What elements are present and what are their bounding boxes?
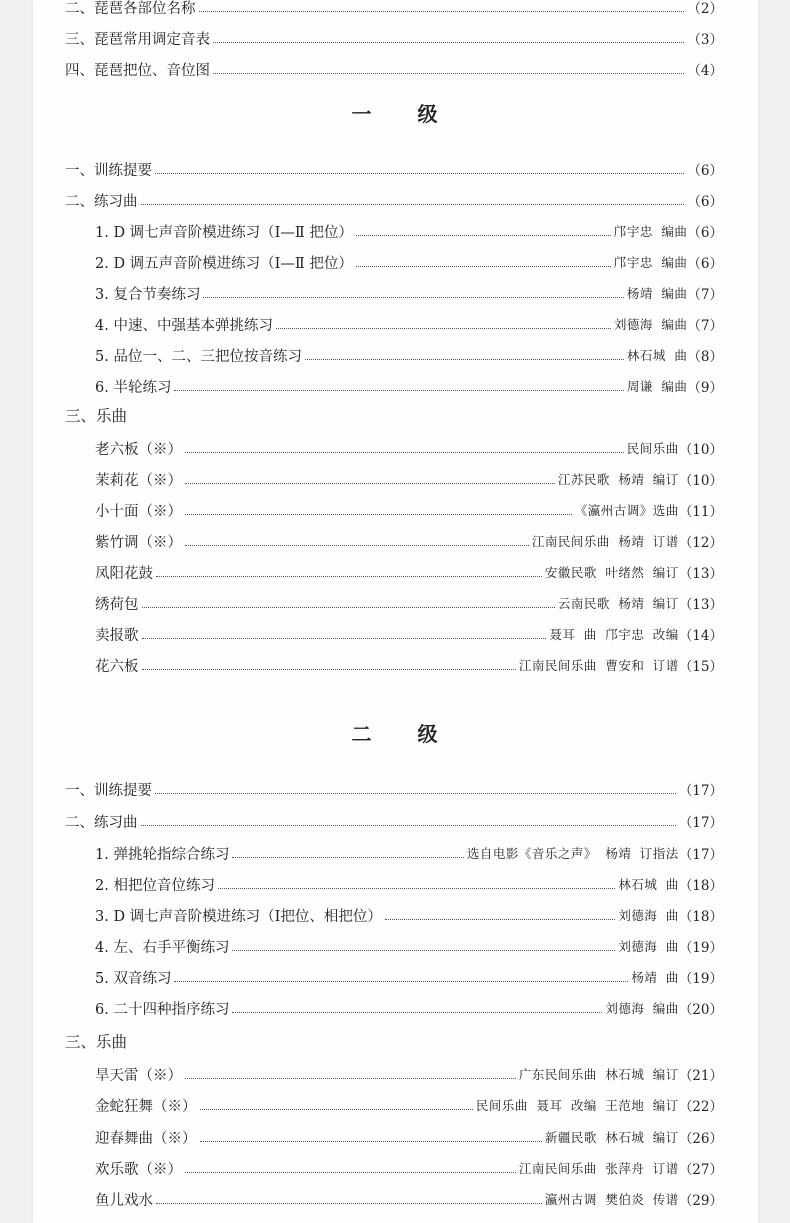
entry-credit: 新疆民歌 林石城 编订 <box>544 1130 679 1145</box>
leader-dots <box>218 888 615 889</box>
entry-credit: 瀛州古调 樊伯炎 传谱 <box>544 1192 679 1207</box>
entry-title: 二、练习曲 <box>65 814 138 831</box>
leader-dots <box>232 950 615 951</box>
entry-page-number: （2） <box>687 1 723 17</box>
entry-title: 3. 复合节奏练习 <box>95 286 201 303</box>
entry-credit: 聂耳 曲 邝宇忠 改编 <box>549 627 679 642</box>
leader-dots <box>156 576 542 577</box>
entry-page-number: （18） <box>678 909 723 925</box>
entry-credit: 林石城 曲 <box>626 348 688 363</box>
toc-entry-exercise[interactable] <box>95 873 723 895</box>
leader-dots <box>276 328 611 329</box>
entry-credit: 刘德海 编曲 <box>613 317 688 332</box>
entry-title: 绣荷包 <box>95 596 139 613</box>
entry-title: 5. 双音练习 <box>95 970 172 987</box>
entry-title: 花六板 <box>95 658 139 675</box>
toc-entry-piece[interactable] <box>95 530 723 552</box>
toc-entry-piece[interactable] <box>95 654 723 676</box>
entry-title: 迎春舞曲（※） <box>95 1130 197 1147</box>
entry-page-number: （10） <box>678 473 723 489</box>
entry-title: 6. 二十四种指序练习 <box>95 1001 230 1018</box>
entry-page-number: （21） <box>678 1068 723 1084</box>
entry-page-number: （26） <box>678 1131 723 1147</box>
entry-title: 2. 相把位音位练习 <box>95 877 215 894</box>
entry-credit: 江苏民歌 杨靖 编订 <box>557 472 679 487</box>
entry-credit: 江南民间乐曲 杨靖 订谱 <box>531 534 679 549</box>
entry-page-number: （7） <box>687 287 723 303</box>
toc-entry-piece[interactable] <box>95 1063 723 1085</box>
toc-entry-exercise[interactable] <box>95 251 723 273</box>
entry-title: 5. 品位一、二、三把位按音练习 <box>95 348 302 365</box>
heading-char: 级 <box>417 102 440 126</box>
level-1-heading <box>33 98 758 127</box>
entry-title: 二、练习曲 <box>65 193 138 210</box>
entry-title: 四、琵琶把位、音位图 <box>65 62 210 79</box>
toc-entry-piece[interactable] <box>95 1157 723 1179</box>
toc-entry-exercise[interactable] <box>95 313 723 335</box>
leader-dots <box>356 266 611 267</box>
entry-credit: 广东民间乐曲 林石城 编订 <box>518 1067 679 1082</box>
entry-page-number: （6） <box>687 194 723 210</box>
heading-char: 二 <box>351 722 374 746</box>
entry-title: 1. D 调七声音阶模进练习（Ⅰ—Ⅱ 把位） <box>95 224 353 241</box>
entry-credit: 江南民间乐曲 张萍舟 订谱 <box>518 1161 679 1176</box>
entry-page-number: （8） <box>687 349 723 365</box>
entry-page-number: （15） <box>678 659 723 675</box>
entry-page-number: （17） <box>678 815 723 831</box>
toc-entry-exercise[interactable] <box>95 966 723 988</box>
entry-title: 4. 左、右手平衡练习 <box>95 939 230 956</box>
entry-credit: 民间乐曲 <box>626 441 679 456</box>
toc-entry-piece[interactable] <box>95 561 723 583</box>
toc-entry-exercise[interactable] <box>95 220 723 242</box>
leader-dots <box>156 1203 542 1204</box>
leader-dots <box>200 1141 542 1142</box>
entry-credit: 刘德海 曲 <box>618 908 679 923</box>
leader-dots <box>199 11 685 12</box>
entry-title: 茉莉花（※） <box>95 472 182 489</box>
entry-credit: 民间乐曲 聂耳 改编 王范地 编订 <box>475 1098 679 1113</box>
toc-entry-piece[interactable] <box>95 1126 723 1148</box>
entry-page-number: （19） <box>678 940 723 956</box>
toc-entry-piece[interactable] <box>95 623 723 645</box>
entry-page-number: （20） <box>678 1002 723 1018</box>
entry-title: 老六板（※） <box>95 441 182 458</box>
toc-entry-training[interactable] <box>65 778 723 800</box>
entry-title: 一、训练提要 <box>65 782 152 799</box>
leader-dots <box>141 825 676 826</box>
leader-dots <box>232 1012 602 1013</box>
entry-credit: 安徽民歌 叶绪然 编订 <box>544 565 679 580</box>
entry-title: 金蛇狂舞（※） <box>95 1098 197 1115</box>
entry-credit: 邝宇忠 编曲 <box>613 224 688 239</box>
entry-title: 1. 弹挑轮指综合练习 <box>95 846 230 863</box>
toc-entry-piece[interactable] <box>95 437 723 459</box>
entry-credit: 周谦 编曲 <box>626 379 688 394</box>
entry-title: 紫竹调（※） <box>95 534 182 551</box>
entry-page-number: （9） <box>687 380 723 396</box>
leader-dots <box>142 638 547 639</box>
heading-char: 级 <box>417 722 440 746</box>
entry-title: 一、训练提要 <box>65 162 152 179</box>
toc-entry-exercise[interactable] <box>95 904 723 926</box>
entry-title: 6. 半轮练习 <box>95 379 172 396</box>
toc-entry[interactable] <box>65 27 723 49</box>
entry-title: 欢乐歌（※） <box>95 1161 182 1178</box>
entry-page-number: （18） <box>678 878 723 894</box>
toc-entry-exercise[interactable] <box>95 935 723 957</box>
entry-title: 二、琵琶各部位名称 <box>65 0 196 17</box>
entry-credit: 云南民歌 杨靖 编订 <box>557 596 679 611</box>
section-pieces-label: 三、乐曲 <box>65 407 128 425</box>
entry-page-number: （13） <box>678 566 723 582</box>
leader-dots <box>213 73 684 74</box>
toc-entry-piece[interactable] <box>95 499 723 521</box>
toc-entry[interactable] <box>65 0 723 18</box>
entry-page-number: （6） <box>687 163 723 179</box>
level-2-heading <box>33 718 758 747</box>
entry-page-number: （3） <box>687 32 723 48</box>
leader-dots <box>356 235 611 236</box>
toc-entry-exercises[interactable] <box>65 810 723 832</box>
entry-title: 2. D 调五声音阶模进练习（Ⅰ—Ⅱ 把位） <box>95 255 353 272</box>
entry-title: 凤阳花鼓 <box>95 565 153 582</box>
entry-credit: 江南民间乐曲 曹安和 订谱 <box>518 658 679 673</box>
leader-dots <box>155 793 676 794</box>
entry-title: 小十面（※） <box>95 503 182 520</box>
leader-dots <box>213 42 684 43</box>
toc-entry-exercises[interactable] <box>65 189 723 211</box>
leader-dots <box>142 669 516 670</box>
leader-dots <box>174 390 623 391</box>
entry-page-number: （6） <box>687 225 723 241</box>
leader-dots <box>200 1109 473 1110</box>
toc-entry-piece[interactable] <box>95 1188 723 1210</box>
leader-dots <box>232 857 463 858</box>
entry-page-number: （22） <box>678 1099 723 1115</box>
entry-credit: 邝宇忠 编曲 <box>613 255 688 270</box>
leader-dots <box>142 607 555 608</box>
entry-title: 4. 中速、中强基本弹挑练习 <box>95 317 273 334</box>
section-pieces-label: 三、乐曲 <box>65 1033 128 1051</box>
leader-dots <box>185 1078 516 1079</box>
entry-page-number: （12） <box>678 535 723 551</box>
entry-title: 旱天雷（※） <box>95 1067 182 1084</box>
entry-credit: 《瀛州古调》选曲 <box>574 503 679 518</box>
toc-entry-piece[interactable] <box>95 592 723 614</box>
entry-page-number: （27） <box>678 1162 723 1178</box>
entry-page-number: （17） <box>678 783 723 799</box>
entry-title: 三、琵琶常用调定音表 <box>65 31 210 48</box>
leader-dots <box>141 204 685 205</box>
entry-page-number: （17） <box>678 847 723 863</box>
entry-page-number: （6） <box>687 256 723 272</box>
entry-title: 卖报歌 <box>95 627 139 644</box>
toc-entry-piece[interactable] <box>95 468 723 490</box>
toc-entry-exercise[interactable] <box>95 842 723 864</box>
leader-dots <box>203 297 623 298</box>
entry-credit: 刘德海 编曲 <box>605 1001 679 1016</box>
toc-entry-piece[interactable] <box>95 1094 723 1116</box>
leader-dots <box>185 514 572 515</box>
entry-page-number: （29） <box>678 1193 723 1209</box>
leader-dots <box>185 1172 516 1173</box>
entry-page-number: （10） <box>678 442 723 458</box>
toc-entry[interactable] <box>65 58 723 80</box>
entry-credit: 杨靖 编曲 <box>626 286 688 301</box>
toc-entry-exercise[interactable] <box>95 997 723 1019</box>
entry-title: 3. D 调七声音阶模进练习（Ⅰ把位、相把位） <box>95 908 382 925</box>
entry-page-number: （11） <box>678 504 723 520</box>
leader-dots <box>185 545 529 546</box>
entry-title: 鱼儿戏水 <box>95 1192 153 1209</box>
entry-credit: 选自电影《音乐之声》 杨靖 订指法 <box>466 846 679 861</box>
toc-page <box>33 0 758 1223</box>
leader-dots <box>155 173 684 174</box>
entry-credit: 刘德海 曲 <box>618 939 679 954</box>
entry-page-number: （19） <box>678 971 723 987</box>
entry-credit: 林石城 曲 <box>618 877 679 892</box>
leader-dots <box>385 919 615 920</box>
toc-entry-exercise[interactable] <box>95 375 723 397</box>
leader-dots <box>185 483 555 484</box>
entry-page-number: （4） <box>687 63 723 79</box>
entry-page-number: （13） <box>678 597 723 613</box>
toc-entry-exercise[interactable] <box>95 344 723 366</box>
leader-dots <box>174 981 628 982</box>
entry-page-number: （14） <box>678 628 723 644</box>
leader-dots <box>185 452 624 453</box>
toc-entry-exercise[interactable] <box>95 282 723 304</box>
toc-entry-training[interactable] <box>65 158 723 180</box>
entry-credit: 杨靖 曲 <box>631 970 679 985</box>
leader-dots <box>305 359 624 360</box>
heading-char: 一 <box>351 102 374 126</box>
entry-page-number: （7） <box>687 318 723 334</box>
